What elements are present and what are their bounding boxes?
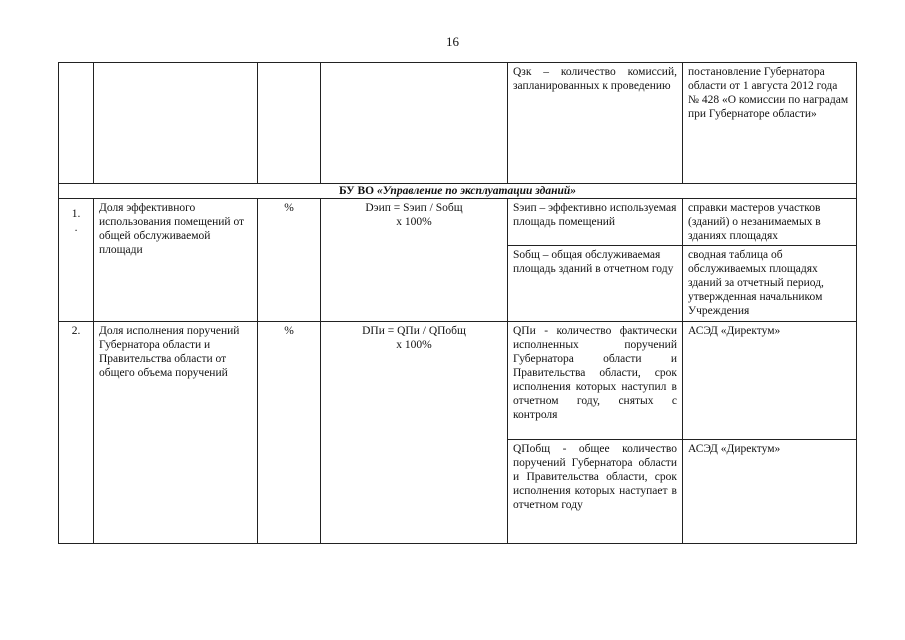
page-number: 16 [446, 34, 459, 49]
cell-num [59, 199, 94, 322]
table-row [59, 322, 857, 440]
cell-source: АСЭД «Директум» [683, 440, 857, 544]
cell-source: справки мастеров участков (зданий) о незанимаемых в зданиях площадях [683, 199, 857, 246]
cell-variable: QПи - количество фактически исполненных поручений Губернатора области и Правительства области, срок исполнения которых наступил в отчетном году, снятых с контроля [508, 322, 683, 440]
cell-source: постановление Губернатора области от 1 августа 2012 года № 428 «О комиссии по наградам при Губернаторе области» [683, 63, 857, 184]
section-prefix: БУ ВО [338, 185, 377, 197]
cell-variable: Qзк – количество комиссий, запланированных к проведению [508, 63, 683, 184]
section-title [59, 184, 857, 199]
cell-formula [321, 322, 508, 544]
cell-variable: Sэип – эффективно используемая площадь помещений [508, 199, 683, 246]
row-number-dot: . [74, 222, 78, 234]
cell-unit: % [258, 199, 321, 322]
cell-indicator: Доля исполнения поручений Губернатора области и Правительства области от общего объема поручений [94, 322, 258, 544]
cell-variable: QПобщ - общее количество поручений Губернатора области и Правительства области, срок исполнения которых наступает в отчетном году [508, 440, 683, 544]
cell-num: 2. [59, 322, 94, 544]
cell-source: сводная таблица об обслуживаемых площадях зданий за отчетный период, утвержденная начальником Учреждения [683, 246, 857, 322]
formula-multiplier: x 100% [396, 339, 432, 351]
cell-formula [321, 199, 508, 322]
cell-source: АСЭД «Директум» [683, 322, 857, 440]
indicators-table [58, 62, 857, 544]
cell-num [59, 63, 94, 184]
formula-multiplier: x 100% [396, 216, 432, 228]
table-row [59, 199, 857, 246]
row-number: 1. [71, 208, 81, 220]
table-row [59, 63, 857, 184]
cell-indicator: Доля эффективного использования помещений от общей обслуживаемой площади [94, 199, 258, 322]
cell-unit: % [258, 322, 321, 544]
cell-variable: Sобщ – общая обслуживаемая площадь зданий в отчетном году [508, 246, 683, 322]
cell-formula [321, 63, 508, 184]
section-row [59, 184, 857, 199]
section-name: «Управление по эксплуатации зданий» [377, 185, 576, 197]
formula: DПи = QПи / QПобщ [362, 325, 466, 337]
cell-unit [258, 63, 321, 184]
formula: Dэип = Sэип / Sобщ [365, 202, 463, 214]
cell-indicator [94, 63, 258, 184]
